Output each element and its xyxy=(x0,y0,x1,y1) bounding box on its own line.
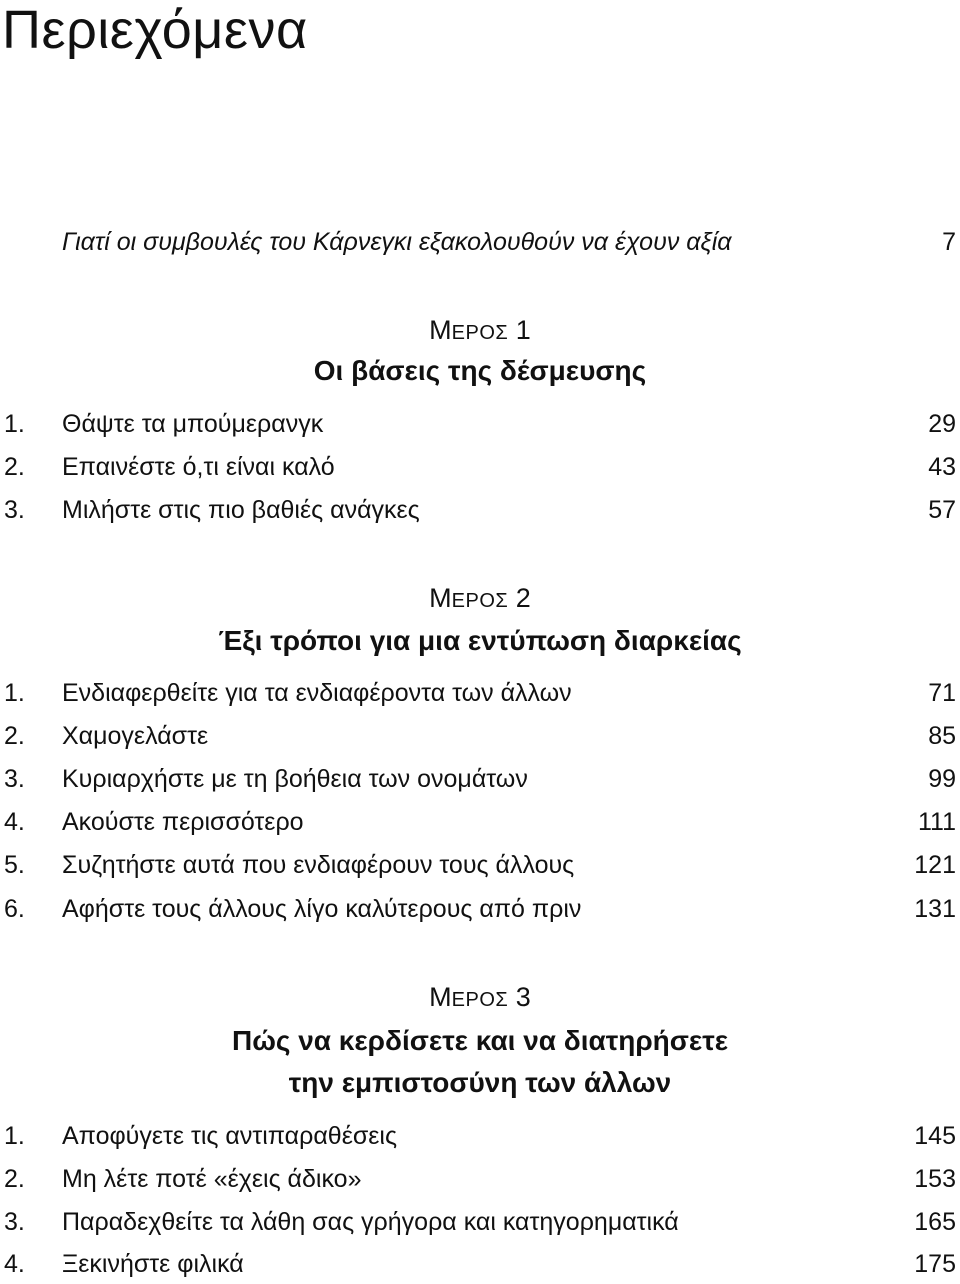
chapter-page: 57 xyxy=(928,496,956,524)
chapter-title: Ακούστε περισσότερο xyxy=(62,808,304,836)
toc-intro-title: Γιατί οι συμβουλές του Κάρνεγκι εξακολουθούν να έχουν αξία xyxy=(62,227,732,256)
chapter-number: 4. xyxy=(4,808,25,836)
chapter-page: 145 xyxy=(914,1122,956,1150)
toc-row-part-2-ch-6[interactable] xyxy=(0,889,956,929)
part-1-label-initial: Μ xyxy=(429,315,452,345)
part-2-label-initial: Μ xyxy=(429,583,452,613)
chapter-title: Μη λέτε ποτέ «έχεις άδικο» xyxy=(62,1165,362,1193)
toc-row-part-1-ch-1[interactable] xyxy=(0,404,956,444)
chapter-number: 1. xyxy=(4,1122,25,1150)
chapter-page: 29 xyxy=(928,410,956,438)
toc-intro-page: 7 xyxy=(942,227,956,256)
chapter-title: Ξεκινήστε φιλικά xyxy=(62,1250,244,1278)
chapter-number: 2. xyxy=(4,1165,25,1193)
chapter-page: 131 xyxy=(914,895,956,923)
toc-row-part-3-ch-3[interactable] xyxy=(0,1202,956,1242)
toc-row-part-2-ch-4[interactable] xyxy=(0,802,956,842)
part-3-title-line-1: Πώς να κερδίσετε και να διατηρήσετε xyxy=(231,1025,728,1056)
toc-row-part-2-ch-3[interactable] xyxy=(0,759,956,799)
chapter-number: 6. xyxy=(4,895,25,923)
page-title: Περιεχόμενα xyxy=(2,0,308,60)
chapter-number: 4. xyxy=(4,1250,25,1278)
toc-row-part-3-ch-1[interactable] xyxy=(0,1116,956,1156)
part-2-label-rest: ΕΡΟΣ xyxy=(451,590,509,612)
toc-row-part-2-ch-5[interactable] xyxy=(0,845,956,885)
chapter-page: 99 xyxy=(928,765,956,793)
chapter-page: 121 xyxy=(914,851,956,879)
part-3-label-rest: ΕΡΟΣ xyxy=(451,989,509,1011)
part-1-label xyxy=(0,312,960,351)
chapter-page: 43 xyxy=(928,453,956,481)
chapter-title: Ενδιαφερθείτε για τα ενδιαφέροντα των άλλων xyxy=(62,679,572,707)
chapter-number: 3. xyxy=(4,496,25,524)
chapter-title: Συζητήστε αυτά που ενδιαφέρουν τους άλλους xyxy=(62,851,575,879)
toc-intro-row[interactable] xyxy=(62,222,956,262)
chapter-page: 111 xyxy=(917,808,956,836)
chapter-number: 5. xyxy=(4,851,25,879)
chapter-title: Αποφύγετε τις αντιπαραθέσεις xyxy=(62,1122,398,1150)
part-3-label-initial: Μ xyxy=(429,982,452,1012)
chapter-title: Μιλήστε στις πιο βαθιές ανάγκες xyxy=(62,496,420,524)
chapter-page: 175 xyxy=(914,1250,956,1278)
part-3-label xyxy=(0,979,960,1018)
part-1-number: 1 xyxy=(515,315,531,345)
chapter-page: 165 xyxy=(914,1208,956,1236)
chapter-title: Παραδεχθείτε τα λάθη σας γρήγορα και κατηγορηματικά xyxy=(62,1208,679,1236)
part-2-number: 2 xyxy=(515,583,531,613)
chapter-number: 3. xyxy=(4,765,25,793)
part-1-label-rest: ΕΡΟΣ xyxy=(451,322,509,344)
toc-row-part-1-ch-2[interactable] xyxy=(0,447,956,487)
toc-row-part-3-ch-4[interactable] xyxy=(0,1244,956,1284)
chapter-title: Κυριαρχήστε με τη βοήθεια των ονομάτων xyxy=(62,765,528,793)
part-2-label xyxy=(0,580,960,619)
part-2-title-line: Έξι τρόποι για μια εντύπωση διαρκείας xyxy=(218,625,742,656)
part-3-title-line-2: την εμπιστοσύνη των άλλων xyxy=(288,1067,672,1098)
chapter-number: 1. xyxy=(4,410,25,438)
chapter-page: 71 xyxy=(928,679,956,707)
chapter-title: Χαμογελάστε xyxy=(62,722,209,750)
chapter-number: 3. xyxy=(4,1208,25,1236)
chapter-page: 85 xyxy=(928,722,956,750)
part-3-title xyxy=(0,1020,960,1104)
chapter-number: 2. xyxy=(4,722,25,750)
chapter-number: 1. xyxy=(4,679,25,707)
toc-row-part-2-ch-1[interactable] xyxy=(0,673,956,713)
part-3-number: 3 xyxy=(515,982,531,1012)
part-1-title xyxy=(0,350,960,392)
chapter-number: 2. xyxy=(4,453,25,481)
chapter-title: Επαινέστε ό,τι είναι καλό xyxy=(62,453,335,481)
chapter-title: Αφήστε τους άλλους λίγο καλύτερους από πριν xyxy=(62,895,582,923)
toc-row-part-2-ch-2[interactable] xyxy=(0,716,956,756)
part-1-title-line: Οι βάσεις της δέσμευσης xyxy=(313,355,647,386)
toc-row-part-3-ch-2[interactable] xyxy=(0,1159,956,1199)
chapter-title: Θάψτε τα μπούμερανγκ xyxy=(62,410,324,438)
part-2-title xyxy=(0,620,960,662)
toc-row-part-1-ch-3[interactable] xyxy=(0,490,956,530)
chapter-page: 153 xyxy=(914,1165,956,1193)
